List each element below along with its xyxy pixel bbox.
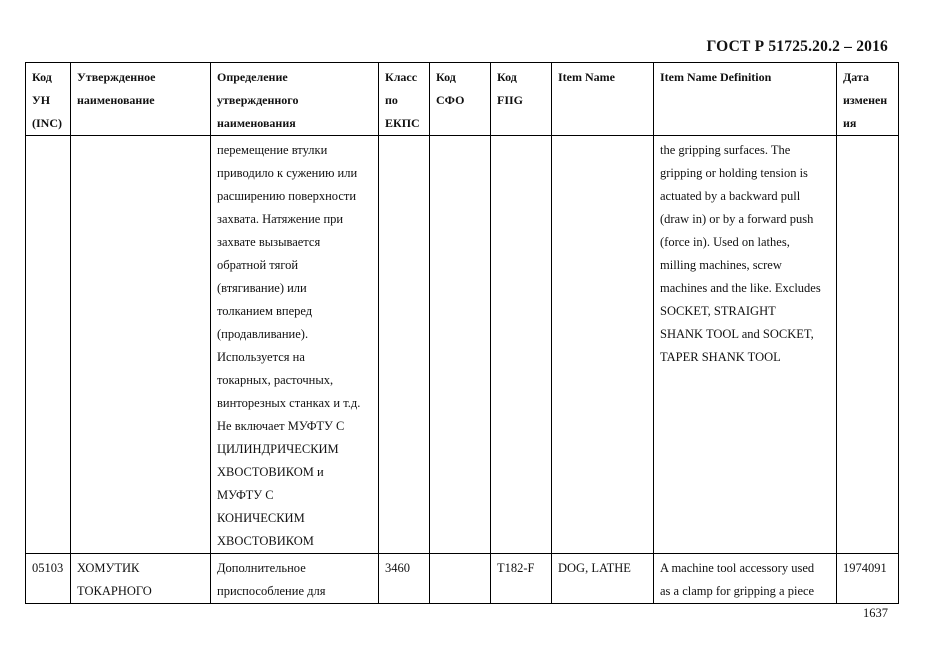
cell-approved-name xyxy=(71,136,211,554)
cell-date: 1974091 xyxy=(837,554,899,604)
table-header-row xyxy=(26,63,899,136)
cell-date xyxy=(837,136,899,554)
cell-item-name: DOG, LATHE xyxy=(552,554,654,604)
cell-definition: Дополнительное приспособление для xyxy=(211,554,379,604)
cell-item-definition: the gripping surfaces. The gripping or holding tension is actuated by a backward pull (draw in) or by a forward push (force in). Used on lathes, milling machines, screw machines and the like. Excludes SOCKET, STRAIGHT SHANK TOOL and SOCKET, TAPER SHANK TOOL xyxy=(654,136,837,554)
column-header-item-name: Item Name xyxy=(552,63,654,136)
cell-sfo xyxy=(430,136,491,554)
column-header-inc: Код УН (INC) xyxy=(26,63,71,136)
cell-item-name xyxy=(552,136,654,554)
table-row xyxy=(26,136,899,554)
cell-class: 3460 xyxy=(379,554,430,604)
cell-definition: перемещение втулки приводило к сужению или расширению поверхности захвата. Натяжение при захвате вызывается обратной тягой (втягивание) или толканием вперед (продавливание). Используется на токарных, расточных, винторезных станках и т.д. Не включает МУФТУ С ЦИЛИНДРИЧЕСКИМ ХВОСТОВИКОМ и МУФТУ С КОНИЧЕСКИМ ХВОСТОВИКОМ xyxy=(211,136,379,554)
column-header-class: Класс по ЕКПС xyxy=(379,63,430,136)
cell-class xyxy=(379,136,430,554)
column-header-definition: Определение утвержденного наименования xyxy=(211,63,379,136)
cell-fiig: T182-F xyxy=(491,554,552,604)
cell-inc xyxy=(26,136,71,554)
data-table xyxy=(25,62,899,604)
column-header-approved-name: Утвержденное наименование xyxy=(71,63,211,136)
cell-fiig xyxy=(491,136,552,554)
column-header-date: Дата изменен ия xyxy=(837,63,899,136)
table-row xyxy=(26,554,899,604)
cell-inc: 05103 xyxy=(26,554,71,604)
column-header-sfo: Код СФО xyxy=(430,63,491,136)
cell-item-definition: A machine tool accessory used as a clamp for gripping a piece xyxy=(654,554,837,604)
cell-sfo xyxy=(430,554,491,604)
page-number: 1637 xyxy=(863,606,888,620)
column-header-item-definition: Item Name Definition xyxy=(654,63,837,136)
column-header-fiig: Код FIIG xyxy=(491,63,552,136)
document-title: ГОСТ Р 51725.20.2 – 2016 xyxy=(706,38,888,55)
cell-approved-name: ХОМУТИК ТОКАРНОГО xyxy=(71,554,211,604)
